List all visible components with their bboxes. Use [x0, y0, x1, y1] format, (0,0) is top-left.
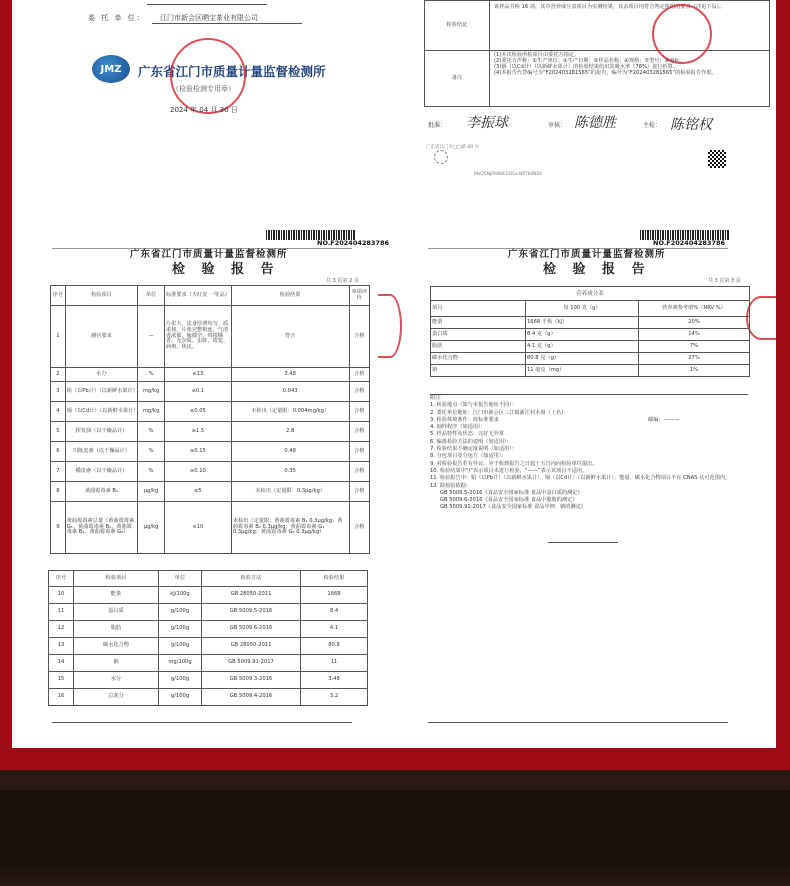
cell-value: 4.1 克（g）	[526, 341, 639, 353]
cell-item: 蛋白质	[431, 329, 526, 341]
table-row	[51, 402, 370, 422]
col-header: 单位	[159, 571, 202, 587]
conclusion-label: 检验结论	[425, 1, 490, 51]
inspection-seal-stamp	[652, 4, 712, 64]
cell-no: 2	[51, 368, 66, 382]
cell-no: 7	[51, 462, 66, 482]
cell-method: GB 5009.5-2016	[202, 604, 301, 621]
report-date: 2024 年 04 月 30 日	[170, 106, 238, 114]
emblem-icon	[434, 150, 448, 164]
footer-rule	[52, 722, 352, 723]
review-label: 审核：	[548, 122, 567, 129]
cell-item: 水分	[65, 368, 138, 382]
cell-item: 钠	[431, 365, 526, 377]
cell-no: 8	[51, 482, 66, 502]
cell-result: 0.043	[231, 382, 349, 402]
cell-method: GB 28050-2011	[202, 587, 301, 604]
cell-item: 感官要求	[65, 306, 138, 368]
conclusion-table	[424, 0, 770, 107]
cell-item: 水分	[74, 672, 159, 689]
cell-unit: mg/kg	[138, 382, 165, 402]
report-summary-sheet	[398, 0, 776, 205]
cell-item: 黄曲霉毒素 B₁	[65, 482, 138, 502]
cell-req: ≤10	[164, 502, 231, 554]
institute-logo: JMZ	[92, 55, 130, 83]
cell-value: 80.8 克（g）	[526, 353, 639, 365]
page-number: 共 3 页第 2 页	[326, 278, 359, 284]
cell-item: 总灰分	[74, 689, 159, 706]
cell-result: 0.35	[231, 462, 349, 482]
table-row	[51, 368, 370, 382]
cell-unit: %	[138, 462, 165, 482]
cell-result: 8.4	[301, 604, 368, 621]
cell-nrv: 20%	[639, 317, 750, 329]
cell-result: 0.48	[231, 442, 349, 462]
table-row	[51, 502, 370, 554]
postcode-label: 邮编：———	[648, 417, 680, 423]
inspection-results-table	[50, 285, 370, 554]
cell-eval: 合格	[349, 382, 370, 402]
note-line: 3. 检验环境条件：按标准要求	[430, 416, 499, 423]
cell-item: 脂肪	[74, 621, 159, 638]
cell-nrv: 1%	[639, 365, 750, 377]
report-title: 检 验 报 告	[543, 262, 651, 277]
col-header: 检验项目	[74, 571, 159, 587]
cell-unit: g/100g	[159, 638, 202, 655]
cell-req: ≥1.5	[164, 422, 231, 442]
notes-block	[430, 394, 748, 545]
col-header: 单位	[138, 286, 165, 306]
address-line: 广东省江门市□□路 00 号	[426, 145, 480, 150]
remark-label: 备注	[425, 51, 490, 107]
report-page-3	[398, 208, 776, 748]
cell-no: 10	[49, 587, 74, 604]
footer-rule	[428, 722, 728, 723]
remark-line: (3)镉（以Cd计）（以新鲜水果计）的检验结果给出其吸水率（78%）进行折算。	[494, 63, 679, 70]
table-row	[51, 306, 370, 368]
institute-name: 广东省江门市质量计量监督检测所	[138, 64, 326, 79]
approve-label: 批准：	[428, 122, 447, 129]
cell-method: GB 5009.3-2016	[202, 672, 301, 689]
dark-banner	[0, 770, 790, 886]
cell-eval: 合格	[349, 306, 370, 368]
cell-eval: 合格	[349, 442, 370, 462]
table-row	[431, 329, 750, 341]
cell-item: 蛋白质	[74, 604, 159, 621]
cell-req: ≤0.05	[164, 402, 231, 422]
cross-page-seal-stamp	[378, 294, 402, 358]
cell-result: 3.48	[231, 368, 349, 382]
cell-req: ≤5	[164, 482, 231, 502]
note-line: 8. 分包项目及分包方（如适用）：	[430, 453, 507, 460]
cell-no: 6	[51, 442, 66, 462]
table-row	[431, 317, 750, 329]
cell-nrv: 7%	[639, 341, 750, 353]
cell-no: 5	[51, 422, 66, 442]
cell-value: 1668 千焦（kJ）	[526, 317, 639, 329]
cell-method: GB 28050-2011	[202, 638, 301, 655]
table-row	[49, 621, 368, 638]
official-seal-stamp	[170, 38, 246, 114]
table-row	[49, 587, 368, 604]
remark-cell	[490, 51, 770, 107]
cell-result: 1668	[301, 587, 368, 604]
cell-no: 13	[49, 638, 74, 655]
note-line: 7. 检验结果不确定度说明（如适用）：	[430, 446, 517, 453]
cell-req: ≥0.10	[164, 462, 231, 482]
cell-unit: %	[138, 442, 165, 462]
table-row	[51, 482, 370, 502]
cell-item: 钠	[74, 655, 159, 672]
cell-req: ≥0.15	[164, 442, 231, 462]
col-header: 标准要求（大红皮 一等品）	[164, 286, 231, 306]
cell-result: 未检出（定量限：0.3μg/kg）	[231, 482, 349, 502]
note-line: GB 5009.91-2017《食品安全国家标准 食品中钾、钠的测定》	[440, 504, 586, 511]
stamp-caption: （检验检测专用章）	[172, 85, 235, 93]
nutrition-facts-table	[430, 300, 750, 377]
note-line: GB 5009.6-2016《食品安全国家标准 食品中脂肪的测定》	[440, 497, 578, 504]
cell-result: 3.2	[301, 689, 368, 706]
verify-code: MzQ5NjRhNzE5OGc4MTk0NDc	[474, 172, 543, 177]
cell-unit: %	[138, 422, 165, 442]
field-underline	[147, 4, 267, 5]
cell-no: 14	[49, 655, 74, 672]
cell-req: ≤13	[164, 368, 231, 382]
cell-item: 铅（以Pb计）（以新鲜水果计）	[65, 382, 138, 402]
cell-unit: —	[138, 306, 165, 368]
cell-method: GB 5009.91-2017	[202, 655, 301, 672]
end-rule	[548, 542, 618, 543]
table-row	[51, 442, 370, 462]
cell-unit: kJ/100g	[159, 587, 202, 604]
table-row	[49, 689, 368, 706]
client-label: 委 托 单 位：	[88, 14, 146, 22]
remark-line: (1)本次检验所检项目由委托方指定。	[494, 52, 580, 58]
cell-unit: mg/kg	[138, 402, 165, 422]
nutrition-method-table	[48, 570, 368, 706]
cell-no: 16	[49, 689, 74, 706]
report-institute: 广东省江门市质量计量监督检测所	[130, 249, 288, 260]
cell-item: 碳水化合物	[431, 353, 526, 365]
note-line: 2. 委托单位地址：江门市新会区三江镇新江村木围（土名）	[430, 409, 567, 416]
cell-item: 黄曲霉毒素总量（黄曲霉毒素 G₁、黄曲霉毒素 B₁、黄曲霉毒素 B₂、黄曲霉毒素 G₂）	[65, 502, 138, 554]
field-underline	[152, 23, 302, 24]
cell-result: 3.48	[301, 672, 368, 689]
table-row	[431, 365, 750, 377]
notes-title: 附注：	[430, 395, 446, 401]
col-header: 序号	[51, 286, 66, 306]
col-header: 检验项目	[65, 286, 138, 306]
main-inspector-signature: 陈铭权	[670, 117, 712, 133]
cell-eval: 合格	[349, 502, 370, 554]
cell-result: 符合	[231, 306, 349, 368]
report-title: 检 验 报 告	[172, 262, 280, 277]
approve-signature: 李振球	[466, 115, 508, 131]
page-number: 共 3 页第 3 页	[708, 278, 741, 284]
cell-eval: 合格	[349, 482, 370, 502]
cell-eval: 合格	[349, 402, 370, 422]
cell-item: 橘皮素（以干燥品计）	[65, 462, 138, 482]
banner-stripe	[0, 770, 790, 790]
remark-line: (2)委托方声称：①生产单位；②生产日期；③样品名称；④规格；⑤型号；⑥商标。	[494, 57, 685, 64]
table-row	[49, 655, 368, 672]
cell-unit: g/100g	[159, 672, 202, 689]
note-line: 1. 检验地点（如与本报告地址不同）：	[430, 402, 517, 409]
cell-unit: %	[138, 368, 165, 382]
cell-eval: 合格	[349, 462, 370, 482]
cell-item: 脂肪	[431, 341, 526, 353]
cell-result: 未检出（定量限：0.004mg/kg）	[231, 402, 349, 422]
cell-result: 80.8	[301, 638, 368, 655]
cell-no: 3	[51, 382, 66, 402]
report-page-2	[12, 208, 395, 748]
note-line: 5. 样品特性及状态：完好无异常	[430, 431, 505, 438]
table-row	[49, 638, 368, 655]
table-row	[49, 672, 368, 689]
cell-unit: μg/kg	[138, 482, 165, 502]
cell-item: 镉（以Cd计）（以新鲜水果计）	[65, 402, 138, 422]
cell-method: GB 5009.4-2016	[202, 689, 301, 706]
cell-no: 1	[51, 306, 66, 368]
cell-unit: μg/kg	[138, 502, 165, 554]
note-line: 12. 除检验依据：	[430, 482, 472, 489]
table-row	[51, 462, 370, 482]
col-header: 单项评价	[349, 286, 370, 306]
report-institute: 广东省江门市质量计量监督检测所	[508, 249, 666, 260]
remark-line: (4)本报告代替编号为“F202403281565”的报告，编号为“F202403281565”的检验报告作废。	[494, 69, 717, 76]
note-line: 9. 对检验报告若有异议，应于收到报告之日起十五日内向检验单位提出。	[430, 460, 598, 467]
table-row	[431, 353, 750, 365]
cell-result: 未检出（定量限：黄曲霉毒素 B₁ 0.3μg/kg；黄曲霉毒素 B₂ 0.3μg/kg；黄曲霉毒素 G₁ 0.3μg/kg；黄曲霉毒素 G₂ 0.3μg/kg）	[231, 502, 349, 554]
cell-nrv: 27%	[639, 353, 750, 365]
cell-result: 4.1	[301, 621, 368, 638]
cell-unit: g/100g	[159, 604, 202, 621]
review-signature: 陈德胜	[574, 115, 616, 131]
report-cover-sheet	[12, 0, 395, 205]
cell-method: GB 5009.6-2016	[202, 621, 301, 638]
cell-value: 8.4 克（g）	[526, 329, 639, 341]
cell-req: ≤0.1	[164, 382, 231, 402]
cell-item: 能量	[74, 587, 159, 604]
cell-no: 4	[51, 402, 66, 422]
col-header: 序号	[49, 571, 74, 587]
cell-no: 11	[49, 604, 74, 621]
table-row	[431, 341, 750, 353]
table-row	[51, 422, 370, 442]
cell-unit: g/100g	[159, 689, 202, 706]
col-header: 每 100 克（g）	[526, 301, 639, 317]
conclusion-text: 该样品共检 16 项，其中营养成分表项目为实测结果，其余项目均符合判定依据的要求（详见下页）。	[490, 1, 770, 51]
note-line: 4. 抽样程序（如适用）：	[430, 424, 486, 431]
cell-eval: 合格	[349, 368, 370, 382]
note-line: 6. 偏离检验方法的说明（如适用）：	[430, 438, 512, 445]
cell-unit: g/100g	[159, 621, 202, 638]
cell-item: 挥发油（以干燥品计）	[65, 422, 138, 442]
cell-result: 11	[301, 655, 368, 672]
note-line: GB 5009.5-2016《食品安全国家标准 食品中蛋白质的测定》	[440, 489, 583, 496]
cell-req: 片张大、皮身厚薄均匀、质柔韧，片张完整相连，气清香浓郁，味微辛、带柑橘香，无杂质、虫蛀、霉变、病斑、焦皮。	[164, 306, 231, 368]
qr-code-icon	[708, 150, 726, 168]
col-header: 检验方法	[202, 571, 301, 587]
col-header: 检验结果	[231, 286, 349, 306]
nutrition-table-title: 营养成分表	[430, 286, 750, 301]
cell-value: 11 毫克（mg）	[526, 365, 639, 377]
cell-no: 9	[51, 502, 66, 554]
cell-eval: 合格	[349, 422, 370, 442]
cell-item: 川陈皮素（以干燥品计）	[65, 442, 138, 462]
cell-item: 碳水化合物	[74, 638, 159, 655]
client-value: 江门市新会区晒宝茶业有限公司	[160, 14, 258, 22]
col-header: 营养素参考值%（NRV %）	[639, 301, 750, 317]
cell-no: 15	[49, 672, 74, 689]
report-number: NO.F202404283786	[317, 239, 390, 247]
report-number: NO.F202404283786	[653, 239, 726, 247]
cell-unit: mg/100g	[159, 655, 202, 672]
cell-result: 2.8	[231, 422, 349, 442]
col-header: 检验结果	[301, 571, 368, 587]
table-row	[51, 382, 370, 402]
note-line: 11. 检验报告中：铅（以Pb计）（以新鲜水果计）、镉（以Cd计）（以新鲜水果计）、能量、碳水化合物项目不在 CNAS 认可范围内。	[430, 475, 731, 482]
edge-seal-stamp	[746, 296, 776, 340]
col-header: 项目	[431, 301, 526, 317]
note-line: 10. 检验结果中“/”表示项目未进行检验，“——”表示该项目不适用。	[430, 467, 588, 474]
cell-nrv: 14%	[639, 329, 750, 341]
cell-item: 能量	[431, 317, 526, 329]
cell-no: 12	[49, 621, 74, 638]
table-row	[49, 604, 368, 621]
main-inspector-label: 主检：	[643, 122, 662, 129]
